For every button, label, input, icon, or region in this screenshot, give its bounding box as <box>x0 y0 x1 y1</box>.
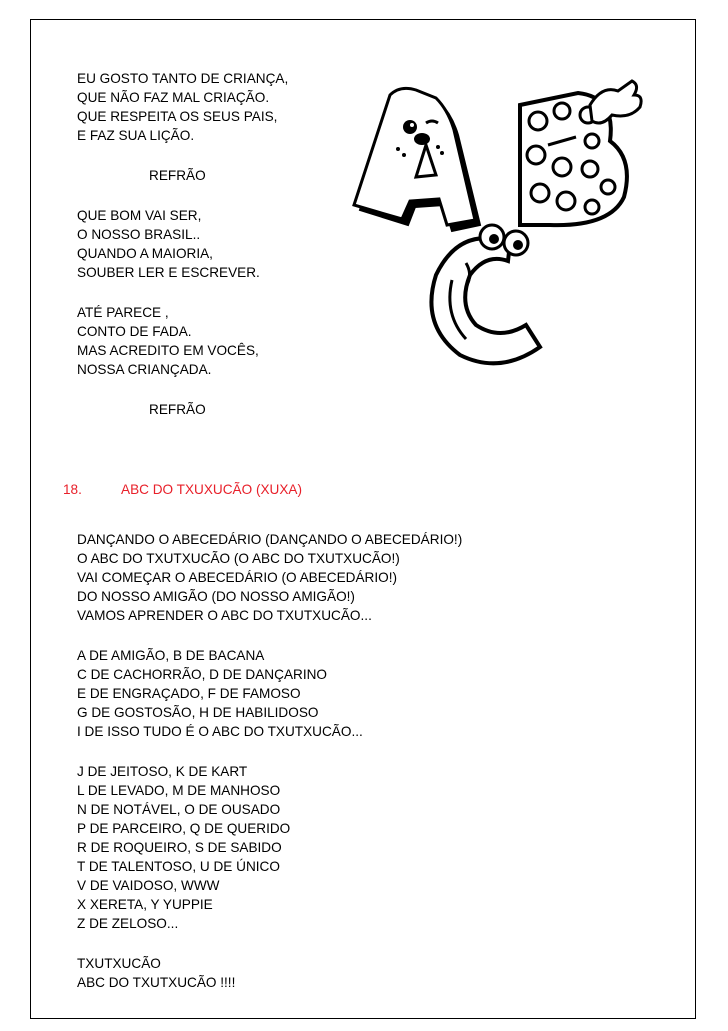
refrain-label: REFRÃO <box>149 402 206 417</box>
letter-b-icon <box>520 81 641 225</box>
lyric-line: R DE ROQUEIRO, S DE SABIDO <box>77 840 282 855</box>
lyric-line: MAS ACREDITO EM VOCÊS, <box>77 343 259 358</box>
song-number: 18. <box>63 482 82 497</box>
lyric-line: QUE BOM VAI SER, <box>77 208 202 223</box>
lyric-line: NOSSA CRIANÇADA. <box>77 362 212 377</box>
lyric-line: TXUTXUCÃO <box>77 956 161 971</box>
lyric-line: SOUBER LER E ESCREVER. <box>77 265 260 280</box>
lyric-line: VAI COMEÇAR O ABECEDÁRIO (O ABECEDÁRIO!) <box>77 570 398 585</box>
lyric-line: DANÇANDO O ABECEDÁRIO (DANÇANDO O ABECEDÁRIO!) <box>77 532 463 547</box>
lyric-line: QUE NÃO FAZ MAL CRIAÇÃO. <box>77 90 270 105</box>
lyric-line: A DE AMIGÃO, B DE BACANA <box>77 648 265 663</box>
lyric-line: E DE ENGRAÇADO, F DE FAMOSO <box>77 686 301 701</box>
lyric-line: CONTO DE FADA. <box>77 324 192 339</box>
lyric-line: O NOSSO BRASIL.. <box>77 227 201 242</box>
lyric-line: I DE ISSO TUDO É O ABC DO TXUTXUCÃO... <box>77 724 363 739</box>
lyric-line: VAMOS APRENDER O ABC DO TXUTXUCÃO... <box>77 608 372 623</box>
lyric-line: O ABC DO TXUTXUCÃO (O ABC DO TXUTXUCÃO!) <box>77 551 400 566</box>
letter-c-icon <box>431 225 540 363</box>
abc-cartoon-letters-icon <box>340 75 670 375</box>
letter-a-icon <box>354 88 480 231</box>
lyric-line: N DE NOTÁVEL, O DE OUSADO <box>77 802 281 817</box>
lyric-line: X XERETA, Y YUPPIE <box>77 897 213 912</box>
lyric-line: G DE GOSTOSÃO, H DE HABILIDOSO <box>77 705 319 720</box>
lyric-line: C DE CACHORRÃO, D DE DANÇARINO <box>77 667 327 682</box>
lyric-line: Z DE ZELOSO... <box>77 916 179 931</box>
lyric-line: J DE JEITOSO, K DE KART <box>77 764 248 779</box>
lyric-line: L DE LEVADO, M DE MANHOSO <box>77 783 281 798</box>
refrain-label: REFRÃO <box>149 168 206 183</box>
lyric-line: P DE PARCEIRO, Q DE QUERIDO <box>77 821 291 836</box>
lyric-line: T DE TALENTOSO, U DE ÚNICO <box>77 859 280 874</box>
lyric-line: QUE RESPEITA OS SEUS PAIS, <box>77 109 278 124</box>
lyric-line: QUANDO A MAIORIA, <box>77 246 213 261</box>
lyric-line: EU GOSTO TANTO DE CRIANÇA, <box>77 71 289 86</box>
lyric-line: E FAZ SUA LIÇÃO. <box>77 128 195 143</box>
lyric-line: DO NOSSO AMIGÃO (DO NOSSO AMIGÃO!) <box>77 589 355 604</box>
lyric-line: ABC DO TXUTXUCÃO !!!! <box>77 975 236 990</box>
song-title: ABC DO TXUXUCÃO (XUXA) <box>121 482 303 497</box>
lyric-line: V DE VAIDOSO, WWW <box>77 878 220 893</box>
lyric-line: ATÉ PARECE , <box>77 305 169 320</box>
